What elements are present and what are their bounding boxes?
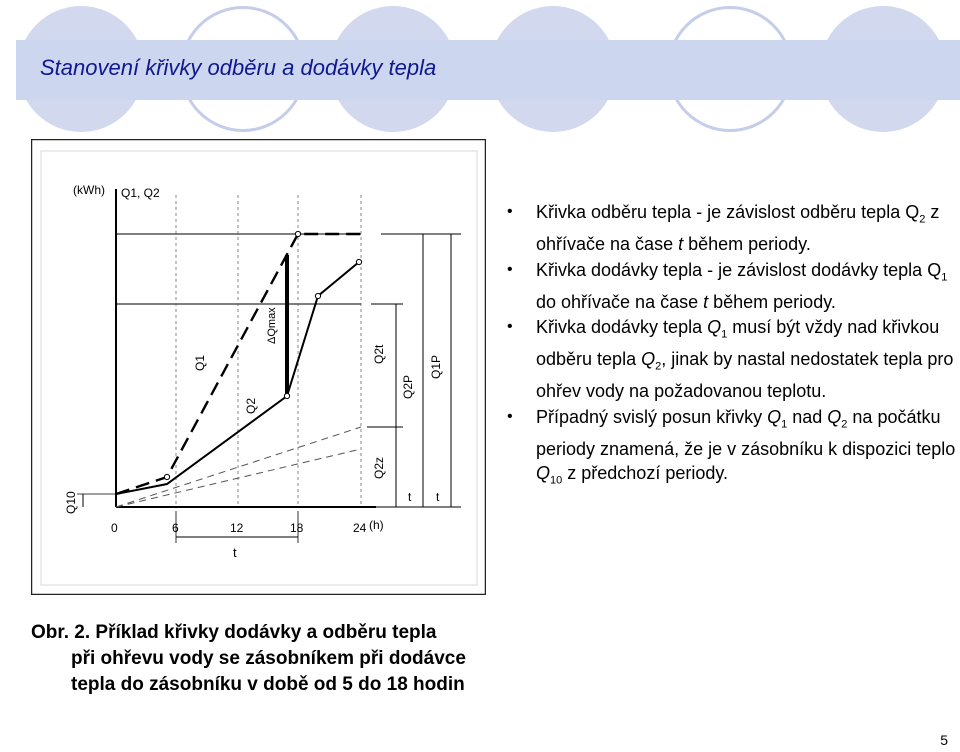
bullet-item-3 (503, 315, 958, 404)
bullet-item-1 (503, 200, 958, 257)
q1p-label: Q1P (429, 354, 443, 379)
bullet-text: Případný svislý posun křivky (536, 406, 768, 427)
bullet-text: během periody. (683, 234, 811, 255)
bullet-dot-icon: • (507, 260, 513, 278)
x-tick-12: 12 (230, 521, 244, 535)
bullet-text: nad (787, 406, 828, 427)
t-label-right: t (436, 490, 440, 504)
bullet-item-2 (503, 258, 958, 315)
x-tick-24: 24 (353, 521, 367, 535)
bullet-italic: Q (536, 463, 551, 484)
caption-line-2: při ohřevu vody se zásobníkem při dodávce (71, 648, 466, 669)
q2p-label: Q2P (401, 374, 415, 399)
bullet-text: Křivka dodávky tepla (536, 317, 708, 338)
bullet-subscript: 1 (721, 328, 728, 341)
t-label-mid: t (408, 490, 412, 504)
bullet-subscript: 2 (655, 360, 662, 373)
point-q1-start (164, 474, 169, 479)
x-tick-6: 6 (172, 521, 179, 535)
bullet-subscript: 2 (919, 213, 926, 226)
heat-curve-diagram (31, 139, 486, 595)
bullet-italic: t (703, 291, 709, 312)
q2z-label: Q2z (372, 456, 386, 479)
bullet-text: na počátku periody znamená, že je v zásobníku k dispozici teplo (536, 406, 956, 459)
q2t-label: Q2t (372, 344, 386, 364)
bullet-subscript: 1 (941, 271, 948, 284)
figure-caption (31, 620, 466, 698)
bullet-dot-icon: • (507, 407, 513, 425)
slide-title: Stanovení křivky odběru a dodávky tepla (40, 55, 437, 80)
delta-qmax-label: ΔQmax (266, 307, 278, 344)
caption-line-1: Obr. 2. Příklad křivky dodávky a odběru tepla (31, 622, 437, 643)
bullet-text: Křivka dodávky tepla - je závislost dodávky tepla Q (536, 259, 942, 280)
curve-q2-label: Q2 (244, 397, 258, 414)
bullet-subscript: 10 (550, 475, 563, 488)
page-number: 5 (940, 732, 948, 748)
figure-frame (32, 140, 486, 595)
x-tick-0: 0 (111, 521, 118, 535)
bullet-dot-icon: • (507, 203, 513, 220)
bullet-list (503, 200, 958, 495)
y-unit-label: (kWh) (73, 183, 105, 197)
bullet-text: z předchozí periody. (562, 463, 729, 484)
bullet-italic: Q (827, 406, 842, 427)
q10-label: Q10 (64, 491, 78, 514)
caption-line-3: tepla do zásobníku v době od 5 do 18 hodin (71, 674, 465, 695)
x-axis-label: t (233, 545, 237, 560)
y-axis-label: Q1, Q2 (121, 186, 160, 200)
bullet-italic: Q (767, 406, 782, 427)
bullet-item-4 (503, 405, 958, 494)
bullet-text: do ohřívače na čase (536, 291, 704, 312)
bullet-text: během periody. (708, 291, 836, 312)
bullet-italic: Q (707, 317, 722, 338)
bullet-text: , jinak by nastal nedostatek tepla pro ohřev vody na požadovanou teplotu. (536, 349, 954, 402)
bullet-subscript: 1 (781, 418, 788, 431)
bullet-dot-icon: • (507, 318, 513, 336)
bullet-italic: Q (641, 349, 656, 370)
x-unit-label: (h) (369, 518, 384, 532)
bullet-text: musí být vždy nad křivkou odběru tepla (536, 317, 940, 370)
bullet-text: Křivka odběru tepla - je závislost odběru tepla Q (536, 202, 920, 222)
curve-q1-label: Q1 (193, 354, 207, 371)
bullet-italic: t (678, 234, 684, 255)
bullet-subscript: 2 (841, 418, 848, 431)
bullet-text: z ohřívače na čase (536, 202, 940, 255)
point-q2-mid (284, 393, 289, 398)
point-q1-top (295, 231, 300, 236)
point-q2-upper (315, 293, 320, 298)
x-tick-18: 18 (290, 521, 304, 535)
point-q2-end (356, 259, 361, 264)
